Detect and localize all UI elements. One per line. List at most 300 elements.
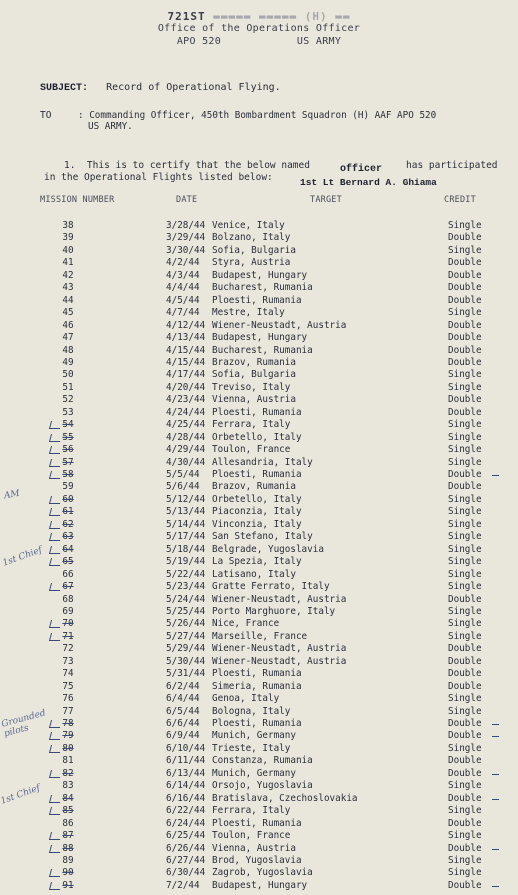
mission-date: 5/24/44 [166, 593, 206, 605]
mission-number: 76 [62, 693, 74, 705]
mission-credit: Single [448, 867, 482, 879]
mission-number: 72 [62, 643, 74, 655]
mission-date: 5/23/44 [166, 581, 206, 593]
mission-number: 88 [62, 842, 74, 854]
mission-target: Ploesti, Rumania [212, 668, 302, 680]
certify-line-1: 1. This is to certify that the below named [64, 160, 310, 171]
mission-target: Genoa, Italy [212, 693, 280, 705]
mission-credit: Double [448, 332, 482, 344]
table-row [0, 320, 518, 332]
mission-number: 46 [62, 319, 74, 331]
mission-target: Sofia, Bulgaria [212, 369, 296, 381]
certified-name: 1st Lt Bernard A. Ghiama [300, 177, 437, 188]
mission-credit: Single [448, 381, 482, 393]
mission-number: 86 [62, 817, 74, 829]
mission-credit: Double [448, 232, 482, 244]
mission-number: 57 [62, 456, 74, 468]
table-row [0, 394, 518, 406]
mission-target: Munich, Germany [212, 767, 296, 779]
to-label: TO [40, 110, 52, 121]
mission-number: 82 [62, 767, 74, 779]
mission-number: 79 [62, 730, 74, 742]
mission-number: 90 [62, 867, 74, 879]
mission-target: Bucharest, Rumania [212, 282, 313, 294]
mission-date: 6/24/44 [166, 817, 206, 829]
mission-date: 5/26/44 [166, 618, 206, 630]
table-row [0, 220, 518, 232]
mission-number: 50 [62, 369, 74, 381]
mission-date: 5/22/44 [166, 568, 206, 580]
mission-credit: Double [448, 282, 482, 294]
mission-target: Constanza, Rumania [212, 755, 313, 767]
table-row [0, 793, 518, 805]
mission-credit: Single [448, 220, 482, 231]
check-mark-icon [49, 434, 62, 442]
mission-target: Budapest, Hungary [212, 332, 308, 344]
check-mark-icon [49, 446, 62, 454]
table-row [0, 830, 518, 842]
mission-credit: Single [448, 506, 482, 518]
mission-date: 6/30/44 [166, 867, 206, 879]
mission-target: Belgrade, Yugoslavia [212, 543, 324, 555]
mission-credit: Single [448, 244, 482, 256]
table-row [0, 419, 518, 431]
mission-number: 38 [62, 220, 74, 231]
check-mark-icon [49, 620, 62, 628]
mission-credit: Double [448, 269, 482, 281]
table-row [0, 606, 518, 618]
mission-credit: Double [448, 817, 482, 829]
mission-date: 6/6/44 [166, 718, 200, 729]
table-row [0, 880, 518, 892]
check-mark-icon [49, 508, 62, 516]
table-row [0, 481, 518, 493]
mission-credit: Double [448, 257, 482, 269]
table-row [0, 556, 518, 568]
mission-target: Styra, Austria [212, 257, 291, 269]
credit-dash-mark [492, 774, 499, 775]
mission-target: Orsojo, Yugoslavia [212, 780, 313, 792]
check-mark-icon [49, 533, 62, 541]
mission-date: 4/7/44 [166, 307, 200, 319]
mission-target: Gratte Ferrato, Italy [212, 581, 330, 593]
table-row [0, 780, 518, 792]
table-row [0, 581, 518, 593]
mission-credit: Single [448, 543, 482, 555]
mission-credit: Double [448, 469, 482, 480]
mission-credit: Double [448, 718, 482, 729]
table-row [0, 867, 518, 879]
table-row [0, 282, 518, 294]
table-row [0, 544, 518, 556]
mission-number: 44 [62, 294, 74, 306]
table-row [0, 519, 518, 531]
mission-credit: Single [448, 705, 482, 717]
mission-number: 81 [62, 755, 74, 767]
mission-date: 5/27/44 [166, 630, 206, 642]
mission-target: Munich, Germany [212, 730, 296, 742]
mission-number: 83 [62, 780, 74, 792]
mission-number: 54 [62, 419, 74, 431]
mission-number: 78 [62, 718, 74, 729]
mission-credit: Double [448, 356, 482, 368]
mission-target: Ploesti, Rumania [212, 817, 302, 829]
credit-dash-mark [492, 849, 499, 850]
mission-number: 71 [62, 630, 74, 642]
mission-target: Wiener-Neustadt, Austria [212, 593, 347, 605]
mission-number: 47 [62, 332, 74, 344]
mission-number: 51 [62, 381, 74, 393]
table-row [0, 407, 518, 419]
mission-date: 6/5/44 [166, 705, 200, 717]
table-row [0, 569, 518, 581]
margin-note-3: Grounded pilots [0, 708, 47, 740]
mission-credit: Single [448, 444, 482, 456]
mission-credit: Single [448, 630, 482, 642]
mission-target: Sofia, Bulgaria [212, 244, 296, 256]
mission-date: 6/26/44 [166, 842, 206, 854]
mission-target: Ploesti, Rumania [212, 294, 302, 306]
table-row [0, 668, 518, 680]
mission-date: 5/25/44 [166, 605, 206, 617]
mission-date: 5/6/44 [166, 481, 200, 493]
mission-target: Orbetello, Italy [212, 493, 302, 505]
mission-date: 5/5/44 [166, 469, 200, 480]
check-mark-icon [49, 546, 62, 554]
table-row [0, 706, 518, 718]
mission-date: 6/22/44 [166, 805, 206, 817]
mission-credit: Single [448, 854, 482, 866]
mission-credit: Double [448, 730, 482, 742]
mission-number: 55 [62, 431, 74, 443]
table-row [0, 232, 518, 244]
mission-target: Orbetello, Italy [212, 431, 302, 443]
mission-date: 6/13/44 [166, 767, 206, 779]
mission-target: Trieste, Italy [212, 742, 291, 754]
subject-line: SUBJECT: Record of Operational Flying. [40, 82, 281, 94]
check-mark-icon [49, 745, 62, 753]
mission-target: Venice, Italy [212, 220, 285, 231]
mission-date: 6/4/44 [166, 693, 200, 705]
mission-date: 5/30/44 [166, 655, 206, 667]
table-row [0, 295, 518, 307]
mission-date: 6/25/44 [166, 830, 206, 842]
header-line-2: Office of the Operations Officer [157, 23, 361, 34]
mission-number: 74 [62, 668, 74, 680]
mission-date: 5/14/44 [166, 518, 206, 530]
mission-date: 5/13/44 [166, 506, 206, 518]
column-header-mission: MISSION NUMBER [40, 195, 115, 205]
table-row [0, 818, 518, 830]
check-mark-icon [49, 732, 62, 740]
table-row [0, 444, 518, 456]
mission-credit: Double [448, 593, 482, 605]
mission-target: Porto Marghuore, Italy [212, 605, 336, 617]
mission-date: 3/30/44 [166, 244, 206, 256]
table-row [0, 805, 518, 817]
mission-number: 80 [62, 742, 74, 754]
mission-date: 4/3/44 [166, 269, 200, 281]
mission-number: 87 [62, 830, 74, 842]
mission-date: 5/12/44 [166, 493, 206, 505]
mission-number: 58 [62, 469, 74, 480]
credit-dash-mark [492, 886, 499, 887]
mission-date: 5/19/44 [166, 556, 206, 568]
mission-date: 6/14/44 [166, 780, 206, 792]
mission-number: 59 [62, 481, 74, 493]
mission-number: 45 [62, 307, 74, 319]
check-mark-icon [49, 832, 62, 840]
mission-date: 6/27/44 [166, 854, 206, 866]
mission-date: 4/24/44 [166, 406, 206, 418]
margin-note-am: AM [3, 488, 21, 502]
table-row [0, 693, 518, 705]
mission-number: 67 [62, 581, 74, 593]
mission-credit: Single [448, 693, 482, 705]
mission-number: 68 [62, 593, 74, 605]
mission-credit: Single [448, 618, 482, 630]
mission-target: Ferrara, Italy [212, 805, 291, 817]
mission-credit: Single [448, 581, 482, 593]
mission-target: Brod, Yugoslavia [212, 854, 302, 866]
check-mark-icon [49, 421, 62, 429]
mission-target: San Stefano, Italy [212, 531, 313, 543]
mission-target: Simeria, Rumania [212, 680, 302, 692]
mission-target: Brazov, Rumania [212, 481, 296, 493]
mission-target: Toulon, France [212, 830, 291, 842]
table-row [0, 357, 518, 369]
mission-target: La Spezia, Italy [212, 556, 302, 568]
mission-target: Vienna, Austria [212, 394, 296, 406]
mission-credit: Double [448, 319, 482, 331]
mission-date: 5/29/44 [166, 643, 206, 655]
mission-target: Allesandria, Italy [212, 456, 313, 468]
mission-credit: Single [448, 369, 482, 381]
mission-number: 63 [62, 531, 74, 543]
mission-credit: Single [448, 605, 482, 617]
mission-date: 6/2/44 [166, 680, 200, 692]
table-row [0, 369, 518, 381]
mission-credit: Single [448, 556, 482, 568]
mission-number: 91 [62, 879, 74, 891]
mission-target: Bolzano, Italy [212, 232, 291, 244]
mission-date: 4/25/44 [166, 419, 206, 431]
mission-target: Wiener-Neustadt, Austria [212, 655, 347, 667]
mission-target: Vinconzia, Italy [212, 518, 302, 530]
mission-date: 6/16/44 [166, 792, 206, 804]
column-header-credit: CREDIT [444, 195, 476, 205]
mission-date: 4/13/44 [166, 332, 206, 344]
table-row [0, 382, 518, 394]
mission-number: 49 [62, 356, 74, 368]
table-row [0, 494, 518, 506]
credit-dash-mark [492, 724, 499, 725]
table-row [0, 245, 518, 257]
mission-number: 69 [62, 605, 74, 617]
mission-number: 48 [62, 344, 74, 356]
check-mark-icon [49, 459, 62, 467]
credit-dash-mark [492, 799, 499, 800]
table-row [0, 681, 518, 693]
table-row [0, 506, 518, 518]
mission-target: Nice, France [212, 618, 280, 630]
mission-credit: Single [448, 518, 482, 530]
table-row [0, 457, 518, 469]
table-row [0, 631, 518, 643]
mission-target: Bologna, Italy [212, 705, 291, 717]
mission-number: 85 [62, 805, 74, 817]
mission-date: 6/11/44 [166, 755, 206, 767]
table-row [0, 594, 518, 606]
mission-number: 84 [62, 792, 74, 804]
check-mark-icon [49, 770, 62, 778]
mission-number: 53 [62, 406, 74, 418]
mission-target: Toulon, France [212, 444, 291, 456]
table-row [0, 718, 518, 730]
mission-number: 62 [62, 518, 74, 530]
table-row [0, 643, 518, 655]
mission-number: 70 [62, 618, 74, 630]
mission-number: 39 [62, 232, 74, 244]
mission-number: 52 [62, 394, 74, 406]
to-line-1: : Commanding Officer, 450th Bombardment Squadron (H) AAF APO 520 [78, 110, 437, 121]
credit-dash-mark [492, 475, 499, 476]
table-row [0, 855, 518, 867]
mission-credit: Single [448, 830, 482, 842]
check-mark-icon [49, 558, 62, 566]
mission-date: 5/17/44 [166, 531, 206, 543]
mission-date: 4/15/44 [166, 344, 206, 356]
table-row [0, 755, 518, 767]
mission-date: 7/2/44 [166, 879, 200, 891]
mission-target: Marseille, France [212, 630, 308, 642]
table-row [0, 768, 518, 780]
certify-officer-word: officer [340, 164, 383, 175]
mission-target: Budapest, Hungary [212, 269, 308, 281]
mission-number: 56 [62, 444, 74, 456]
table-row [0, 843, 518, 855]
mission-credit: Single [448, 805, 482, 817]
check-mark-icon [49, 869, 62, 877]
mission-target: Budapest, Hungary [212, 879, 308, 891]
mission-credit: Single [448, 431, 482, 443]
mission-number: 75 [62, 680, 74, 692]
margin-note-2: 1st Chief [1, 545, 44, 569]
table-row [0, 730, 518, 742]
mission-number: 60 [62, 493, 74, 505]
mission-date: 4/2/44 [166, 257, 200, 269]
table-row [0, 345, 518, 357]
mission-number: 73 [62, 655, 74, 667]
mission-number: 61 [62, 506, 74, 518]
mission-date: 4/12/44 [166, 319, 206, 331]
mission-target: Ploesti, Rumania [212, 406, 302, 418]
mission-target: Mestre, Italy [212, 307, 285, 319]
mission-credit: Single [448, 568, 482, 580]
column-header-date: DATE [176, 195, 198, 205]
mission-credit: Double [448, 481, 482, 493]
mission-target: Bucharest, Rumania [212, 344, 313, 356]
mission-credit: Single [448, 493, 482, 505]
mission-credit: Single [448, 780, 482, 792]
table-row [0, 332, 518, 344]
table-row [0, 432, 518, 444]
mission-target: Brazov, Rumania [212, 356, 296, 368]
check-mark-icon [49, 471, 62, 479]
mission-target: Treviso, Italy [212, 381, 291, 393]
mission-date: 3/29/44 [166, 232, 206, 244]
mission-date: 5/18/44 [166, 543, 206, 555]
mission-credit: Double [448, 406, 482, 418]
mission-target: Vienna, Austria [212, 842, 296, 854]
mission-credit: Double [448, 879, 482, 891]
mission-credit: Double [448, 680, 482, 692]
mission-date: 4/15/44 [166, 356, 206, 368]
table-row [0, 743, 518, 755]
mission-credit: Double [448, 655, 482, 667]
to-line-2: US ARMY. [88, 121, 133, 132]
mission-number: 41 [62, 257, 74, 269]
check-mark-icon [49, 521, 62, 529]
credit-dash-mark [492, 736, 499, 737]
mission-credit: Single [448, 456, 482, 468]
mission-target: Wiener-Neustadt, Austria [212, 643, 347, 655]
mission-date: 4/5/44 [166, 294, 200, 306]
mission-target: Latisano, Italy [212, 568, 296, 580]
mission-target: Ploesti, Rumania [212, 469, 302, 480]
certify-line-1-end: has participated [406, 160, 498, 171]
mission-date: 6/9/44 [166, 730, 200, 742]
mission-date: 5/31/44 [166, 668, 206, 680]
mission-credit: Double [448, 344, 482, 356]
mission-credit: Single [448, 419, 482, 431]
margin-note-4: 1st Chief [0, 783, 42, 807]
mission-date: 4/29/44 [166, 444, 206, 456]
mission-number: 89 [62, 854, 74, 866]
column-header-target: TARGET [310, 195, 342, 205]
mission-number: 64 [62, 543, 74, 555]
mission-date: 4/23/44 [166, 394, 206, 406]
mission-number: 40 [62, 244, 74, 256]
check-mark-icon [49, 583, 62, 591]
mission-date: 3/28/44 [166, 220, 206, 231]
mission-date: 4/28/44 [166, 431, 206, 443]
mission-date: 4/30/44 [166, 456, 206, 468]
mission-number: 65 [62, 556, 74, 568]
table-row [0, 469, 518, 481]
table-row [0, 656, 518, 668]
mission-credit: Single [448, 531, 482, 543]
check-mark-icon [49, 807, 62, 815]
check-mark-icon [49, 795, 62, 803]
header-line-1: 721ST ▬▬▬▬▬ ▬▬▬▬▬ (H) ▬▬ [167, 10, 351, 23]
mission-number: 66 [62, 568, 74, 580]
mission-date: 6/10/44 [166, 742, 206, 754]
mission-credit: Double [448, 792, 482, 804]
mission-credit: Double [448, 643, 482, 655]
mission-target: Ferrara, Italy [212, 419, 291, 431]
check-mark-icon [49, 633, 62, 641]
mission-number: 77 [62, 705, 74, 717]
mission-number: 42 [62, 269, 74, 281]
mission-date: 4/4/44 [166, 282, 200, 294]
table-row [0, 618, 518, 630]
mission-credit: Double [448, 767, 482, 779]
header-line-3: APO 520 US ARMY [176, 36, 342, 47]
mission-credit: Double [448, 394, 482, 406]
table-row [0, 531, 518, 543]
check-mark-icon [49, 882, 62, 890]
